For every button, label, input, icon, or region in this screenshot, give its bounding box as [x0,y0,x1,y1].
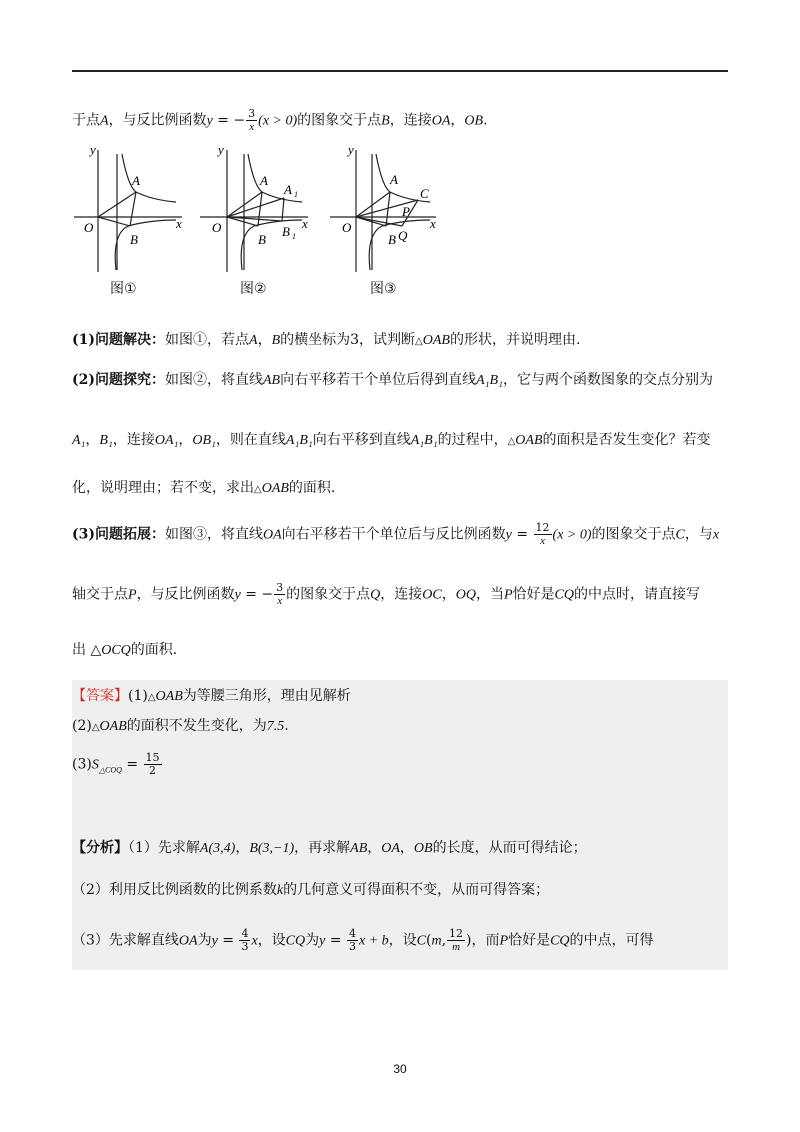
fraction: $\frac{15}{2}$ [145,751,160,777]
analysis-line-3: （3）先求解直线OA为y = $\frac{4}{3}$ x，设CQ为y = $\frac{4}{3}$ x + b，设C(m, $\frac{12}{m}$ )，而P恰好是CQ的中点，可得 [72,927,654,953]
fig3-o-label: O [342,220,352,235]
fraction: $\frac{12}{m}$ [449,927,464,953]
fig1-a-label: A [132,173,140,188]
header-rule [72,70,728,72]
figure-1 [74,150,182,272]
fig1-x-label: x [176,216,182,231]
fig3-a-label: A [390,172,398,187]
fraction: $\frac{4}{3}$ [241,927,249,953]
fig3-x-label: x [430,216,436,231]
fig1-caption: 图① [110,281,137,297]
answer-line-1: 【答案】(1)△OAB为等腰三角形，理由见解析 [72,688,351,704]
figure-group [72,140,452,300]
question-3-line-3: 出 △OCQ的面积. [72,642,178,658]
fig2-y-label: y [218,142,224,157]
fig3-p-label: P [402,204,410,219]
answer-line-3: $(3)S_{\triangle COQ}$ = $\frac{15}{2}$ [72,751,160,777]
question-1: (1)问题解决：如图①，若点A，B的横坐标为3，试判断△OAB的形状，并说明理由. [72,332,581,348]
fig2-b1-label: B [282,224,290,239]
fig1-y-label: y [90,142,96,157]
figure-3 [330,150,436,272]
fig3-caption: 图③ [370,281,397,297]
figures-svg [72,140,452,300]
fig3-c-label: C [420,186,429,201]
fig3-b-label: B [388,232,396,247]
question-2-line-3: 化，说明理由；若不变，求出△OAB的面积. [72,480,336,496]
fig2-b1-sub: 1 [292,232,296,241]
fraction: $\frac{3}{x}$ [276,581,284,607]
intro-line: 于点A，与反比例函数y = − $\frac{3}{x}$ (x > 0)的图象交于点B，连接OA，OB. [72,107,488,133]
figure-2 [200,150,308,272]
question-3-line-2: 轴交于点P，与反比例函数y = − $\frac{3}{x}$ 的图象交于点Q，连接OC，OQ，当P恰好是CQ的中点时，请直接写 [72,581,700,607]
fig2-caption: 图② [240,281,267,297]
question-3-line-1: (3)问题拓展：如图③，将直线OA向右平移若干个单位后与反比例函数y = $\frac{12}{x}$ (x > 0)的图象交于点C，与x [72,521,720,547]
fig2-a-label: A [260,173,268,188]
fig2-a1-label: A [284,182,292,197]
fraction: $\frac{3}{x}$ [248,107,256,133]
fig2-o-label: O [212,220,222,235]
fraction: $\frac{4}{3}$ [348,927,356,953]
page-number: 30 [393,1062,407,1076]
fig1-o-label: O [84,220,94,235]
fig3-y-label: y [348,142,354,157]
question-2-line-1: (2)问题探究：如图②，将直线AB向右平移若干个单位后得到直线A₁B₁，它与两个函数图象的交点分别为 [72,372,713,388]
question-2-line-2: A₁，B₁，连接OA₁，OB₁，则在直线A₁B₁向右平移到直线A₁B₁的过程中，△OAB的面积是否发生变化？若变 [72,432,711,448]
analysis-line-1: 【分析】（1）先求解A(3,4)，B(3,−1)，再求解AB，OA，OB的长度，从而可得结论； [72,840,587,856]
fig2-x-label: x [302,216,308,231]
analysis-line-2: （2）利用反比例函数的比例系数k的几何意义可得面积不变，从而可得答案； [72,882,550,898]
fig2-b-label: B [258,232,266,247]
fraction: $\frac{12}{x}$ [535,521,550,547]
fig1-b-label: B [130,232,138,247]
fig2-a1-sub: 1 [294,190,298,199]
fig3-q-label: Q [398,228,408,243]
answer-line-2: (2)△OAB的面积不发生变化，为7.5. [72,718,289,734]
